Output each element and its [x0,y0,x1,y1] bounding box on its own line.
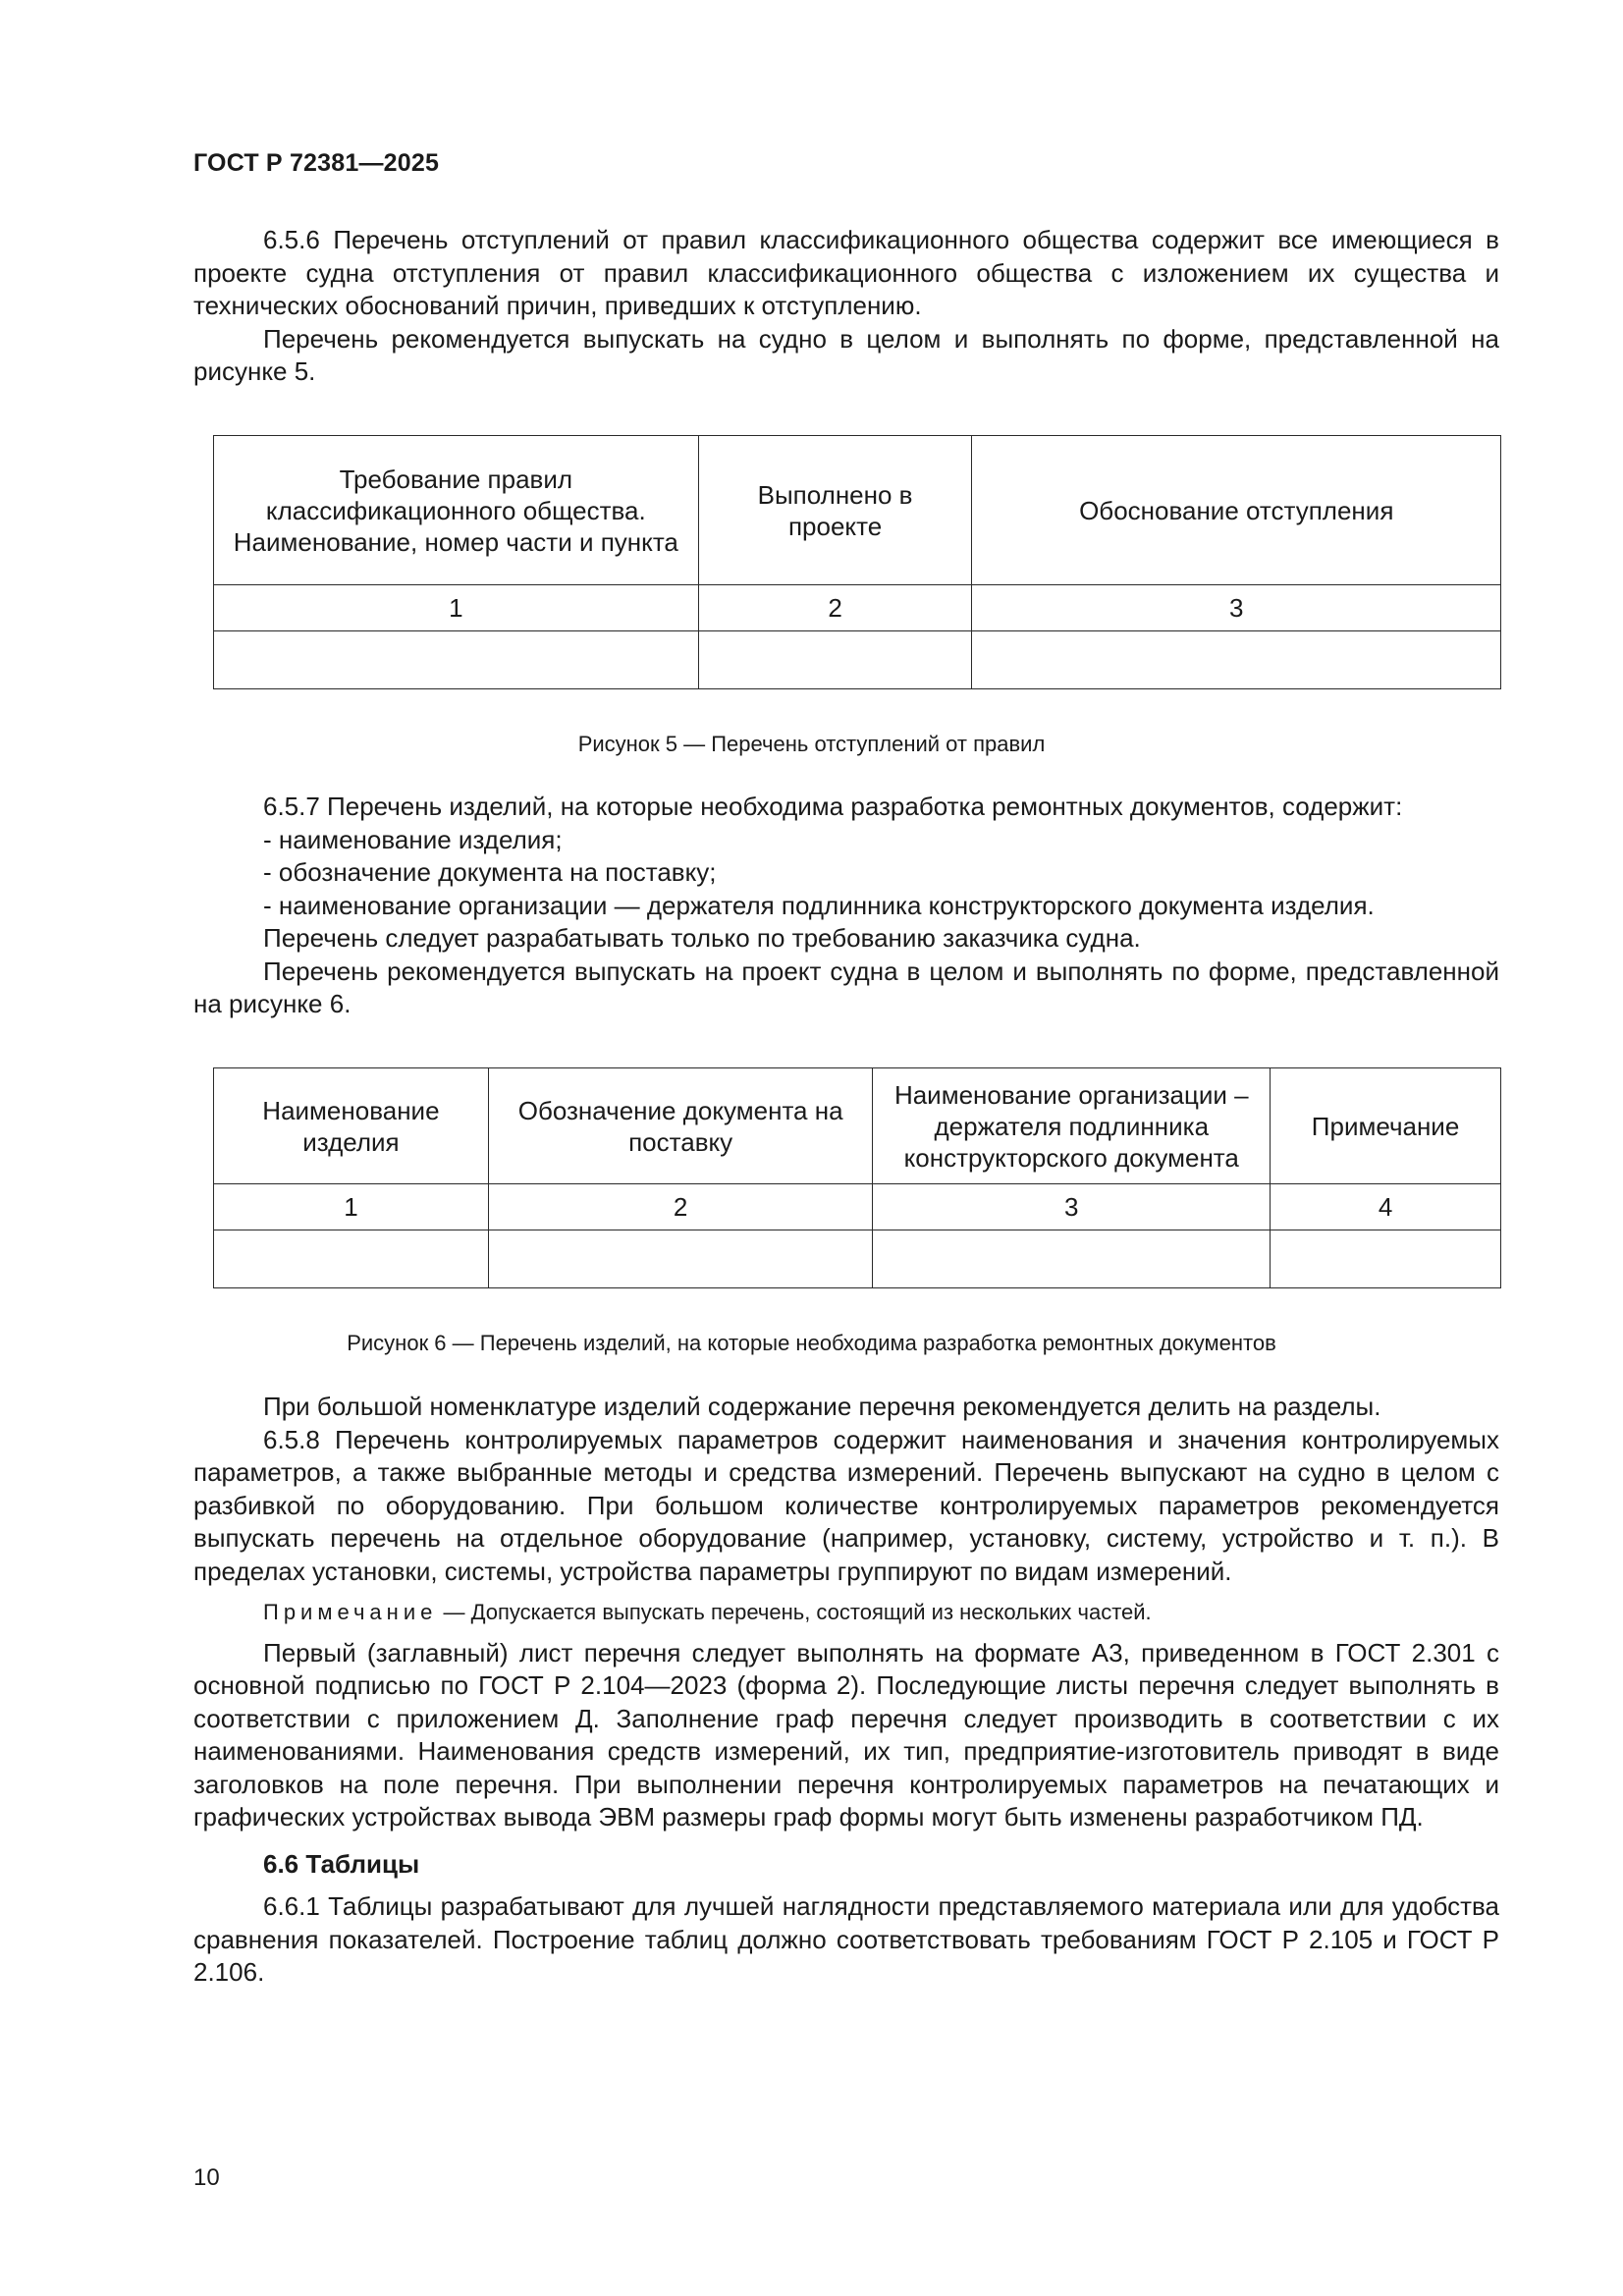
form-empty-row [214,1230,1501,1288]
form-empty-cell [214,1230,489,1288]
section-title-6-6: 6.6 Таблицы [263,1848,420,1879]
form-header-row [214,436,1501,585]
form-header-cell: Выполнено в проекте [698,436,972,585]
form-header-cell: Наименование организации – держателя подлинника конструкторского документа [873,1068,1271,1184]
paragraph-6-5-6: 6.5.6 Перечень отступлений от правил классификационного общества содержит все имеющиеся в проекте судна отступления от правил классификационного общества с изложением их существа и технических обоснований причин, приведших к отступлению. [193,225,1499,320]
list-item: - обозначение документа на поставку; [263,857,717,887]
form-header-cell: Примечание [1271,1068,1501,1184]
form-empty-cell [972,631,1501,689]
document-code: ГОСТ Р 72381—2025 [193,149,440,177]
figure-5-form-table [213,435,1501,689]
paragraph-6-5-8: 6.5.8 Перечень контролируемых параметров содержит наименования и значения контролируемых параметров, а также выбранные методы и средства измерений. Перечень выпускают на судно в целом с разбивкой по оборудованию. При большом количестве контролируемых параметров рекомендуется выпускать перечень на отдельное оборудование (например, установку, систему, устройство и т. п.). В пределах установки, системы, устройства параметры группируют по видам измерений. [193,1424,1499,1586]
form-number-cell: 3 [972,585,1501,631]
form-number-row [214,1184,1501,1230]
form-number-cell: 2 [488,1184,873,1230]
form-number-cell: 1 [214,1184,489,1230]
figure-6-form-table [213,1067,1501,1288]
form-number-cell: 3 [873,1184,1271,1230]
note-label: Примечание [263,1600,438,1624]
figure-6-caption: Рисунок 6 — Перечень изделий, на которые необходима разработка ремонтных документов [347,1331,1276,1355]
section-6-5-8 [193,1391,1499,1990]
paragraph-6-5-7-form: Перечень рекомендуется выпускать на проект судна в целом и выполнять по форме, представленной на рисунке 6. [193,956,1499,1018]
list-item: - наименование организации — держателя подлинника конструкторского документа изделия. [263,890,1375,920]
form-number-cell: 1 [214,585,699,631]
form-empty-row [214,631,1501,689]
form-empty-cell [1271,1230,1501,1288]
form-header-cell: Обозначение документа на поставку [488,1068,873,1184]
form-number-cell: 4 [1271,1184,1501,1230]
section-6-5-6 [193,224,1499,389]
list-item: - наименование изделия; [263,824,563,854]
form-number-row [214,585,1501,631]
form-header-cell: Наименование изделия [214,1068,489,1184]
paragraph-6-6-1: 6.6.1 Таблицы разрабатывают для лучшей наглядности представляемого материала или для удобства сравнения показателей. Построение таблиц должно соответствовать требованиям ГОСТ Р 2.105 и ГОСТ Р 2.106. [193,1891,1499,1987]
paragraph-6-5-7: 6.5.7 Перечень изделий, на которые необходима разработка ремонтных документов, содержит: [263,792,1403,821]
form-empty-cell [698,631,972,689]
section-6-5-7 [193,791,1499,1021]
form-empty-cell [488,1230,873,1288]
page-number: 10 [193,2164,220,2191]
figure-5-caption: Рисунок 5 — Перечень отступлений от правил [577,732,1046,756]
paragraph-nomenclature: При большой номенклатуре изделий содержание перечня рекомендуется делить на разделы. [263,1392,1381,1421]
note-text: — Допускается выпускать перечень, состоящий из нескольких частей. [437,1600,1152,1624]
paragraph-6-5-7-customer: Перечень следует разрабатывать только по требованию заказчика судна. [263,923,1141,953]
form-header-cell: Обоснование отступления [972,436,1501,585]
form-number-cell: 2 [698,585,972,631]
form-header-cell: Требование правил классификационного общества. Наименование, номер части и пункта [214,436,699,585]
form-header-row [214,1068,1501,1184]
note [193,1596,1499,1629]
form-empty-cell [873,1230,1271,1288]
paragraph-first-sheet: Первый (заглавный) лист перечня следует выполнять на формате А3, приведенном в ГОСТ 2.301 с основной подписью по ГОСТ Р 2.104—2023 (форма 2). Последующие листы перечня следует выполнять в соответствии с приложением Д. Заполнение граф перечня следует производить в соответствии с их наименованиями. Наименования средств измерений, их тип, предприятие-изготовитель приводят в виде заголовков на поле перечня. При выполнении перечня контролируемых параметров на печатающих и графических устройствах вывода ЭВМ размеры граф формы могут быть изменены разработчиком ПД. [193,1637,1499,1831]
paragraph-6-5-6-form: Перечень рекомендуется выпускать на судно в целом и выполнять по форме, представленной на рисунке 5. [193,323,1499,386]
form-empty-cell [214,631,699,689]
